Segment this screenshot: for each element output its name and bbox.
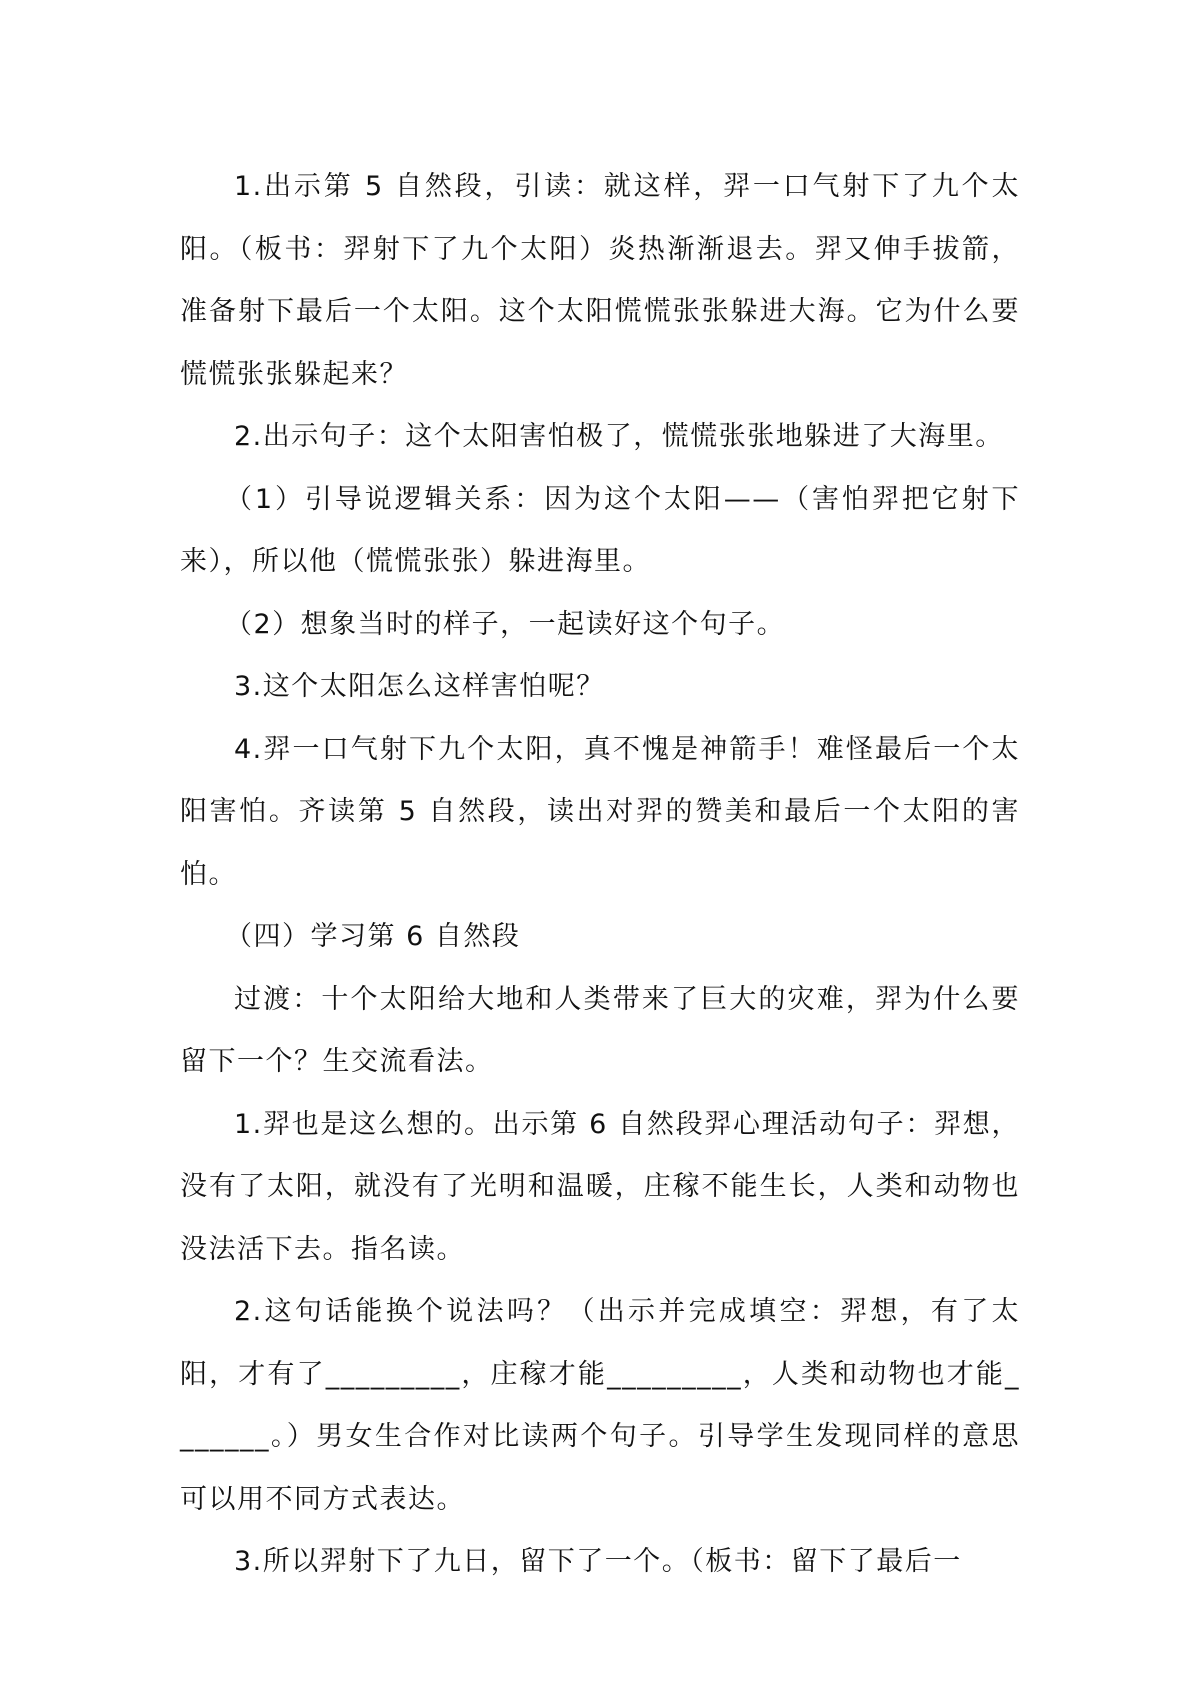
paragraph-6: 4.羿一口气射下九个太阳，真不愧是神箭手！难怪最后一个太阳害怕。齐读第 5 自然段，读出对羿的赞美和最后一个太阳的害怕。 (180, 733, 1020, 890)
paragraph-5: 3.这个太阳怎么这样害怕呢？ (234, 671, 605, 702)
paragraph-11: 3.所以羿射下了九日，留下了一个。（板书：留下了最后一 (234, 1546, 962, 1577)
paragraph-1: 1.出示第 5 自然段，引读：就这样，羿一口气射下了九个太阳。（板书：羿射下了九个太阳）炎热渐渐退去。羿又伸手拔箭，准备射下最后一个太阳。这个太阳慌慌张张躲进大海。它为什么要慌慌张张躲起来？ (180, 171, 1020, 390)
paragraph-10: 2.这句话能换个说法吗？（出示并完成填空：羿想，有了太阳，才有了_________，庄稼才能_________，人类和动物也才能_______。）男女生合作对比读两个句子。引导学生发现同样的意思可以用不同方式表达。 (180, 1296, 1020, 1515)
paragraph-9: 1.羿也是这么想的。出示第 6 自然段羿心理活动句子：羿想，没有了太阳，就没有了光明和温暖，庄稼不能生长，人类和动物也没法活下去。指名读。 (180, 1108, 1020, 1265)
paragraph-8: 过渡：十个太阳给大地和人类带来了巨大的灾难，羿为什么要留下一个？生交流看法。 (180, 983, 1020, 1077)
paragraph-2: 2.出示句子：这个太阳害怕极了，慌慌张张地躲进了大海里。 (234, 421, 1004, 452)
document-body (180, 156, 1020, 1594)
section-heading: （四）学习第 6 自然段 (225, 921, 521, 952)
paragraph-4: （2）想象当时的样子，一起读好这个句子。 (225, 608, 786, 640)
paragraph-3: （1）引导说逻辑关系：因为这个太阳——（害怕羿把它射下来），所以他（慌慌张张）躲进海里。 (180, 483, 1020, 577)
